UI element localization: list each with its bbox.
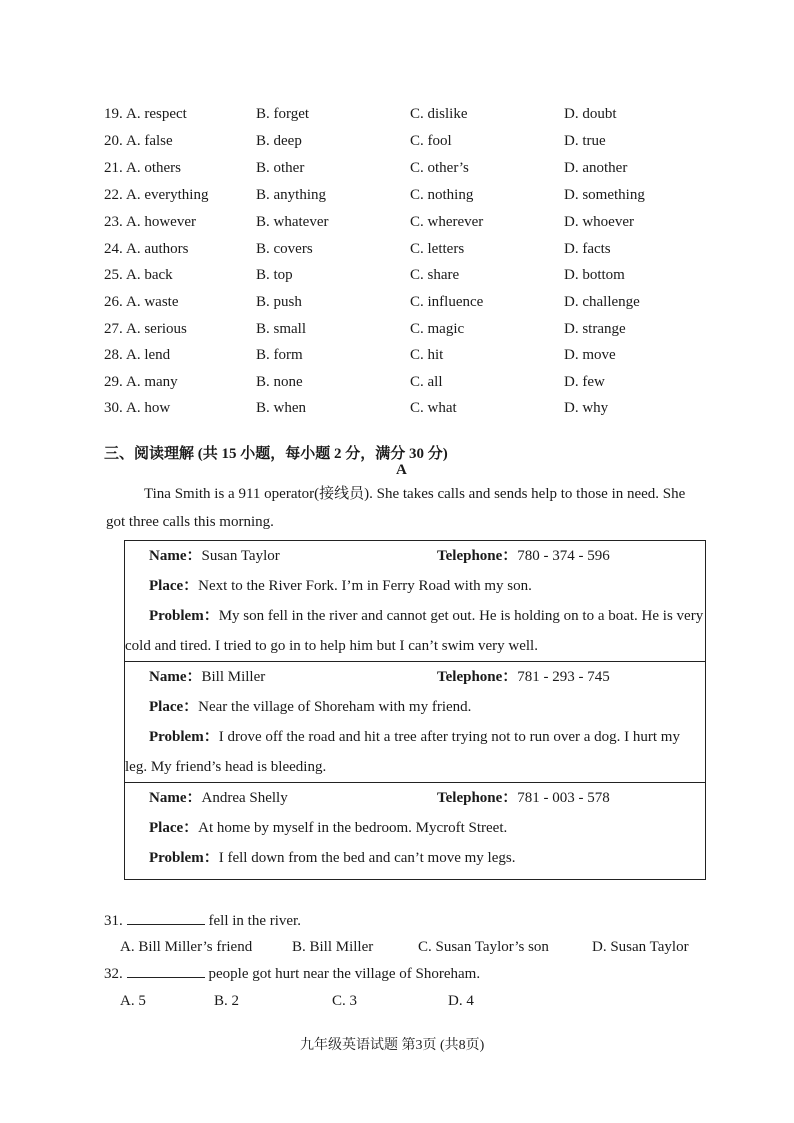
passage-intro: Tina Smith is a 911 operator(接线员). She takes calls and sends help to those in need. She got three calls this morning.	[106, 486, 686, 530]
caller-telephone: 781 - 293 - 745	[517, 669, 610, 685]
option-c: C. 3	[332, 993, 358, 1009]
question-number: 20.	[104, 133, 123, 149]
question-number: 27.	[104, 321, 123, 337]
option-a: A. Bill Miller’s friend	[120, 939, 253, 955]
choice-row	[0, 183, 794, 207]
option-b: B. top	[256, 267, 293, 283]
question-number: 31.	[104, 913, 123, 929]
option-c: C. influence	[410, 294, 484, 310]
option-d: D. move	[564, 347, 616, 363]
option-a: A. false	[126, 133, 173, 149]
option-d: D. bottom	[564, 267, 625, 283]
place-label: Place：	[149, 578, 199, 594]
name-label: Name：	[149, 669, 202, 685]
option-d: D. facts	[564, 241, 611, 257]
caller-telephone: 781 - 003 - 578	[517, 790, 610, 806]
problem-label: Problem：	[149, 608, 219, 624]
page-footer: 九年级英语试题 第3页 (共8页)	[300, 1038, 485, 1053]
question-number: 24.	[104, 241, 123, 257]
option-c: C. all	[410, 374, 443, 390]
question-number: 28.	[104, 347, 123, 363]
option-a: A. how	[126, 400, 171, 416]
option-d: D. 4	[448, 993, 474, 1009]
option-c: C. other’s	[410, 160, 469, 176]
option-b: B. small	[256, 321, 307, 337]
caller-place: At home by myself in the bedroom. Mycroft Street.	[198, 820, 508, 836]
choice-row	[0, 343, 794, 367]
caller-name: Andrea Shelly	[201, 790, 288, 806]
call-record	[125, 783, 705, 879]
choice-row	[0, 263, 794, 287]
option-b: B. covers	[256, 241, 313, 257]
option-d: D. something	[564, 187, 645, 203]
question-number: 32.	[104, 966, 123, 982]
question-31	[104, 908, 301, 934]
question-number: 23.	[104, 214, 123, 230]
choice-row	[0, 237, 794, 261]
choice-row	[0, 102, 794, 126]
call-problem-line	[125, 601, 705, 661]
option-b: B. anything	[256, 187, 326, 203]
option-b: B. form	[256, 347, 303, 363]
telephone-label: Telephone：	[437, 548, 518, 564]
option-d: D. Susan Taylor	[592, 939, 689, 955]
option-a: A. 5	[120, 993, 146, 1009]
caller-place: Near the village of Shoreham with my friend.	[198, 699, 472, 715]
telephone-label: Telephone：	[437, 669, 518, 685]
call-place-line	[125, 813, 705, 843]
question-number: 21.	[104, 160, 123, 176]
option-c: C. letters	[410, 241, 465, 257]
caller-name: Bill Miller	[201, 669, 266, 685]
option-a: A. waste	[126, 294, 179, 310]
question-text: fell in the river.	[208, 913, 301, 929]
call-name-line	[125, 783, 705, 813]
option-b: B. deep	[256, 133, 302, 149]
option-a: A. respect	[126, 106, 187, 122]
option-c: C. Susan Taylor’s son	[418, 939, 549, 955]
place-label: Place：	[149, 699, 199, 715]
option-b: B. whatever	[256, 214, 329, 230]
call-record	[125, 662, 705, 783]
question-number: 25.	[104, 267, 123, 283]
question-31-options	[0, 934, 794, 960]
option-d: D. true	[564, 133, 606, 149]
name-label: Name：	[149, 548, 202, 564]
option-a: A. authors	[126, 241, 189, 257]
question-number: 30.	[104, 400, 123, 416]
option-b: B. when	[256, 400, 306, 416]
option-c: C. hit	[410, 347, 444, 363]
option-a: A. however	[126, 214, 196, 230]
option-d: D. few	[564, 374, 605, 390]
choice-row	[0, 129, 794, 153]
caller-problem: I drove off the road and hit a tree after trying not to run over a dog. I hurt my leg. My friend’s head is bleeding.	[125, 729, 680, 775]
option-a: A. everything	[126, 187, 209, 203]
option-b: B. forget	[256, 106, 310, 122]
place-label: Place：	[149, 820, 199, 836]
option-d: D. doubt	[564, 106, 617, 122]
answer-blank	[127, 910, 205, 925]
choice-row	[0, 396, 794, 420]
question-number: 29.	[104, 374, 123, 390]
call-name-line	[125, 662, 705, 692]
question-32-options	[0, 988, 794, 1014]
choice-row	[0, 156, 794, 180]
calls-table	[124, 540, 706, 880]
option-d: D. strange	[564, 321, 626, 337]
option-b: B. Bill Miller	[292, 939, 374, 955]
caller-problem: My son fell in the river and cannot get out. He is holding on to a boat. He is very cold and tired. I tried to go in to help him but I can’t swim very well.	[125, 608, 704, 654]
problem-label: Problem：	[149, 850, 219, 866]
passage-label: A	[396, 462, 407, 478]
option-a: A. others	[126, 160, 181, 176]
option-c: C. wherever	[410, 214, 484, 230]
option-b: B. 2	[214, 993, 240, 1009]
call-record	[125, 541, 705, 662]
option-a: A. many	[126, 374, 178, 390]
option-c: C. what	[410, 400, 457, 416]
option-a: A. serious	[126, 321, 187, 337]
question-number: 26.	[104, 294, 123, 310]
question-number: 19.	[104, 106, 123, 122]
option-c: C. share	[410, 267, 460, 283]
choice-row	[0, 210, 794, 234]
question-32	[104, 961, 480, 987]
answer-blank	[127, 963, 205, 978]
call-place-line	[125, 571, 705, 601]
option-c: C. fool	[410, 133, 452, 149]
option-b: B. other	[256, 160, 305, 176]
option-a: A. back	[126, 267, 173, 283]
call-place-line	[125, 692, 705, 722]
telephone-label: Telephone：	[437, 790, 518, 806]
question-number: 22.	[104, 187, 123, 203]
option-d: D. whoever	[564, 214, 634, 230]
caller-name: Susan Taylor	[201, 548, 280, 564]
caller-place: Next to the River Fork. I’m in Ferry Road with my son.	[198, 578, 532, 594]
option-d: D. challenge	[564, 294, 640, 310]
option-a: A. lend	[126, 347, 171, 363]
caller-telephone: 780 - 374 - 596	[517, 548, 610, 564]
call-name-line	[125, 541, 705, 571]
choice-row	[0, 370, 794, 394]
section-heading: 三、阅读理解 (共 15 小题，每小题 2 分，满分 30 分)	[104, 446, 448, 462]
option-d: D. why	[564, 400, 609, 416]
option-c: C. dislike	[410, 106, 468, 122]
choice-row	[0, 290, 794, 314]
option-d: D. another	[564, 160, 628, 176]
option-b: B. none	[256, 374, 303, 390]
choice-row	[0, 317, 794, 341]
option-b: B. push	[256, 294, 302, 310]
caller-problem: I fell down from the bed and can’t move my legs.	[218, 850, 516, 866]
option-c: C. nothing	[410, 187, 474, 203]
name-label: Name：	[149, 790, 202, 806]
call-problem-line	[125, 843, 705, 873]
question-text: people got hurt near the village of Shoreham.	[208, 966, 481, 982]
call-problem-line	[125, 722, 705, 782]
option-c: C. magic	[410, 321, 465, 337]
problem-label: Problem：	[149, 729, 219, 745]
